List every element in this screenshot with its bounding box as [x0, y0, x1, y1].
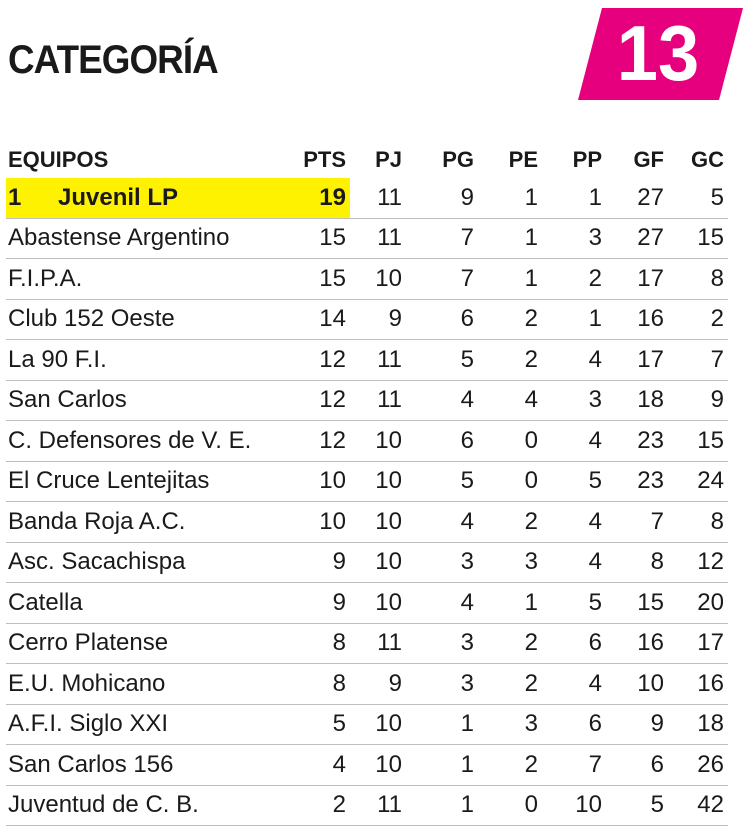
team-name: F.I.P.A. [8, 264, 83, 292]
team-name: San Carlos 156 [8, 750, 174, 778]
pg-cell: 3 [406, 623, 478, 664]
gc-cell: 17 [668, 623, 728, 664]
team-name: Cerro Platense [8, 629, 169, 657]
gc-cell: 2 [668, 299, 728, 340]
team-cell [6, 380, 302, 421]
gf-cell: 6 [606, 745, 668, 786]
team-name: C. Defensores de V. E. [8, 426, 252, 454]
table-row [6, 299, 728, 340]
table-row [6, 623, 728, 664]
team-name: A.F.I. Siglo XXI [8, 710, 169, 738]
pp-cell: 2 [542, 259, 606, 300]
category-number-badge [578, 8, 743, 98]
gf-cell: 17 [606, 340, 668, 381]
pj-cell: 9 [350, 299, 406, 340]
pj-cell: 11 [350, 218, 406, 259]
team-cell [6, 623, 302, 664]
team-cell [6, 583, 302, 624]
team-cell [6, 421, 302, 462]
pts-cell: 12 [302, 421, 350, 462]
team-cell [6, 745, 302, 786]
table-row [6, 380, 728, 421]
pts-cell: 12 [302, 380, 350, 421]
team-name: La 90 F.I. [8, 345, 107, 373]
pe-cell: 3 [478, 704, 542, 745]
gf-cell: 8 [606, 542, 668, 583]
pts-cell: 12 [302, 340, 350, 381]
pp-cell: 3 [542, 218, 606, 259]
gc-cell: 5 [668, 178, 728, 218]
team-cell [6, 461, 302, 502]
pts-cell: 2 [302, 785, 350, 826]
team-name: San Carlos [8, 386, 127, 414]
pg-cell: 7 [406, 259, 478, 300]
team-name: Club 152 Oeste [8, 305, 175, 333]
pj-cell: 10 [350, 745, 406, 786]
pj-cell: 11 [350, 785, 406, 826]
table-row [6, 664, 728, 705]
pg-cell: 3 [406, 664, 478, 705]
pp-cell: 10 [542, 785, 606, 826]
pj-cell: 10 [350, 583, 406, 624]
standings-table [6, 142, 728, 826]
table-row [6, 461, 728, 502]
table-row [6, 178, 728, 218]
pj-cell: 11 [350, 178, 406, 218]
standings-body [6, 178, 728, 826]
gf-cell: 23 [606, 461, 668, 502]
pg-cell: 5 [406, 461, 478, 502]
team-cell [6, 299, 302, 340]
pts-cell: 10 [302, 502, 350, 543]
team-name: Catella [8, 588, 83, 616]
table-row [6, 542, 728, 583]
pe-cell: 2 [478, 340, 542, 381]
gf-cell: 17 [606, 259, 668, 300]
pg-cell: 4 [406, 583, 478, 624]
pts-cell: 19 [302, 178, 350, 218]
pts-cell: 14 [302, 299, 350, 340]
pp-cell: 5 [542, 583, 606, 624]
gc-cell: 15 [668, 421, 728, 462]
pts-cell: 9 [302, 542, 350, 583]
pp-cell: 1 [542, 299, 606, 340]
table-row [6, 785, 728, 826]
pe-cell: 2 [478, 299, 542, 340]
gf-cell: 7 [606, 502, 668, 543]
gf-cell: 16 [606, 299, 668, 340]
table-row [6, 745, 728, 786]
pg-cell: 6 [406, 421, 478, 462]
pts-cell: 10 [302, 461, 350, 502]
team-cell [6, 502, 302, 543]
table-row [6, 340, 728, 381]
gf-cell: 10 [606, 664, 668, 705]
pe-cell: 1 [478, 583, 542, 624]
column-header-gf: GF [633, 147, 664, 172]
team-cell [6, 259, 302, 300]
pj-cell: 10 [350, 542, 406, 583]
pts-cell: 5 [302, 704, 350, 745]
pe-cell: 2 [478, 502, 542, 543]
column-header-pp: PP [572, 147, 602, 172]
pp-cell: 4 [542, 421, 606, 462]
pj-cell: 9 [350, 664, 406, 705]
pe-cell: 1 [478, 218, 542, 259]
column-header-pe: PE [508, 147, 538, 172]
pg-cell: 1 [406, 704, 478, 745]
pe-cell: 2 [478, 664, 542, 705]
pts-cell: 8 [302, 664, 350, 705]
gf-cell: 16 [606, 623, 668, 664]
gc-cell: 16 [668, 664, 728, 705]
table-row [6, 421, 728, 462]
pp-cell: 4 [542, 542, 606, 583]
pe-cell: 0 [478, 421, 542, 462]
gc-cell: 8 [668, 502, 728, 543]
pp-cell: 4 [542, 502, 606, 543]
category-title: CATEGORÍA [8, 38, 218, 82]
pj-cell: 10 [350, 461, 406, 502]
gc-cell: 26 [668, 745, 728, 786]
pts-cell: 8 [302, 623, 350, 664]
pts-cell: 15 [302, 218, 350, 259]
team-cell [6, 542, 302, 583]
pj-cell: 10 [350, 421, 406, 462]
team-cell [6, 664, 302, 705]
pg-cell: 7 [406, 218, 478, 259]
gf-cell: 27 [606, 178, 668, 218]
gf-cell: 9 [606, 704, 668, 745]
category-number: 13 [616, 9, 700, 97]
table-row [6, 259, 728, 300]
gc-cell: 8 [668, 259, 728, 300]
pts-cell: 9 [302, 583, 350, 624]
team-name: Juvenil LP [58, 183, 179, 211]
team-name: Banda Roja A.C. [8, 507, 186, 535]
team-name: Asc. Sacachispa [8, 548, 186, 576]
pe-cell: 2 [478, 623, 542, 664]
column-header-pg: PG [442, 147, 474, 172]
table-row [6, 218, 728, 259]
position-label: 1 [8, 183, 22, 211]
gc-cell: 12 [668, 542, 728, 583]
team-cell [6, 340, 302, 381]
gc-cell: 20 [668, 583, 728, 624]
pe-cell: 1 [478, 259, 542, 300]
pe-cell: 0 [478, 785, 542, 826]
pp-cell: 1 [542, 178, 606, 218]
team-name: Juventud de C. B. [8, 791, 199, 819]
pe-cell: 1 [478, 178, 542, 218]
gf-cell: 15 [606, 583, 668, 624]
gf-cell: 27 [606, 218, 668, 259]
column-header-pts: PTS [303, 147, 346, 172]
pts-cell: 15 [302, 259, 350, 300]
pts-cell: 4 [302, 745, 350, 786]
team-name: El Cruce Lentejitas [8, 467, 210, 495]
pj-cell: 10 [350, 704, 406, 745]
pp-cell: 5 [542, 461, 606, 502]
column-header-equipos: EQUIPOS [8, 147, 109, 172]
pj-cell: 10 [350, 502, 406, 543]
pe-cell: 0 [478, 461, 542, 502]
pg-cell: 4 [406, 380, 478, 421]
gc-cell: 7 [668, 340, 728, 381]
gc-cell: 15 [668, 218, 728, 259]
pp-cell: 4 [542, 340, 606, 381]
team-cell [6, 785, 302, 826]
table-header-row [6, 142, 728, 178]
pg-cell: 3 [406, 542, 478, 583]
pp-cell: 6 [542, 704, 606, 745]
pj-cell: 11 [350, 380, 406, 421]
pj-cell: 10 [350, 259, 406, 300]
team-name: Abastense Argentino [8, 224, 230, 252]
gc-cell: 18 [668, 704, 728, 745]
pp-cell: 7 [542, 745, 606, 786]
pp-cell: 3 [542, 380, 606, 421]
team-cell [6, 218, 302, 259]
team-cell [6, 178, 302, 218]
pg-cell: 9 [406, 178, 478, 218]
pj-cell: 11 [350, 340, 406, 381]
table-row [6, 704, 728, 745]
pg-cell: 1 [406, 785, 478, 826]
pg-cell: 4 [406, 502, 478, 543]
gc-cell: 24 [668, 461, 728, 502]
pp-cell: 6 [542, 623, 606, 664]
pj-cell: 11 [350, 623, 406, 664]
gf-cell: 23 [606, 421, 668, 462]
pg-cell: 6 [406, 299, 478, 340]
pe-cell: 3 [478, 542, 542, 583]
column-header-pj: PJ [375, 147, 402, 172]
team-cell [6, 704, 302, 745]
table-row [6, 502, 728, 543]
table-row [6, 583, 728, 624]
pe-cell: 2 [478, 745, 542, 786]
gf-cell: 18 [606, 380, 668, 421]
pp-cell: 4 [542, 664, 606, 705]
column-header-gc: GC [691, 147, 724, 172]
pg-cell: 1 [406, 745, 478, 786]
gf-cell: 5 [606, 785, 668, 826]
pe-cell: 4 [478, 380, 542, 421]
team-name: E.U. Mohicano [8, 669, 166, 697]
pg-cell: 5 [406, 340, 478, 381]
gc-cell: 9 [668, 380, 728, 421]
gc-cell: 42 [668, 785, 728, 826]
